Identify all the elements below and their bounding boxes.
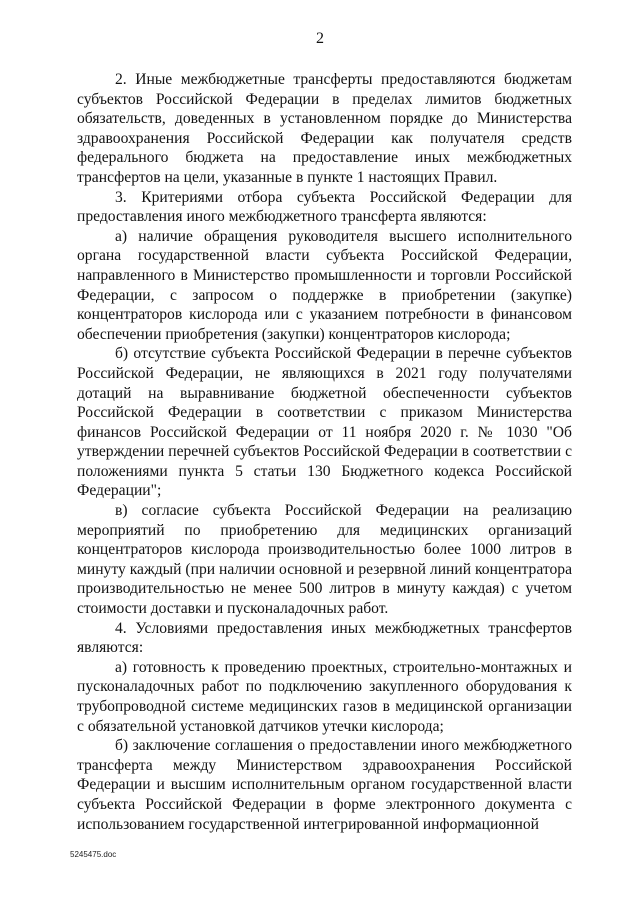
paragraph-item-3b: б) отсутствие субъекта Российской Федерации в перечне субъектов Российской Федерации, не являющихся в 2021 году получателями дотаций на выравнивание бюджетной обеспеченности субъектов Российской Федерации в соответствии с приказом Министерства финансов Российской Федерации от 11 ноября 2020 г. № 1030 "Об утверждении перечней субъектов Российской Федерации в соответствии с положениями пункта 5 статьи 130 Бюджетного кодекса Российской Федерации"; bbox=[77, 345, 572, 500]
paragraph-item-3v: в) согласие субъекта Российской Федерации на реализацию мероприятий по приобретению для медицинских организаций концентраторов кислорода производительностью более 1000 литров в минуту каждый (при наличии основной и резервной линий концентратора производительностью не менее 500 литров в минуту каждая) с учетом стоимости доставки и пусконаладочных работ. bbox=[77, 502, 572, 618]
document-file-code: 5245475.doc bbox=[70, 850, 117, 859]
paragraph-item-2: 2. Иные межбюджетные трансферты предоставляются бюджетам субъектов Российской Федерации в пределах лимитов бюджетных обязательств, доведенных в установленном порядке до Министерства здравоохранения Российской Федерации как получателя средств федерального бюджета на предоставление иных межбюджетных трансфертов на цели, указанные в пункте 1 настоящих Правил. bbox=[77, 71, 572, 186]
paragraph-item-4: 4. Условиями предоставления иных межбюджетных трансфертов являются: bbox=[77, 619, 572, 657]
paragraph-item-4b: б) заключение соглашения о предоставлении иного межбюджетного трансферта между Министерством здравоохранения Российской Федерации и высшим исполнительным органом государственной власти субъекта Российской Федерации в форме электронного документа с использованием государственной интегрированной информационной bbox=[77, 737, 572, 833]
document-body bbox=[77, 70, 572, 834]
paragraph-item-4a: а) готовность к проведению проектных, строительно-монтажных и пусконаладочных работ по подключению закупленного оборудования к трубопроводной системе медицинских газов в медицинской организации с обязательной установкой датчиков утечки кислорода; bbox=[77, 658, 572, 735]
page-number: 2 bbox=[316, 30, 324, 47]
paragraph-item-3: 3. Критериями отбора субъекта Российской Федерации для предоставления иного межбюджетного трансферта являются: bbox=[77, 188, 572, 226]
paragraph-item-3a: а) наличие обращения руководителя высшего исполнительного органа государственной власти субъекта Российской Федерации, направленного в Министерство промышленности и торговли Российской Федерации, с запросом о поддержке в приобретении (закупке) концентраторов кислорода или с указанием потребности в финансовом обеспечении приобретения (закупки) концентраторов кислорода; bbox=[77, 227, 572, 343]
